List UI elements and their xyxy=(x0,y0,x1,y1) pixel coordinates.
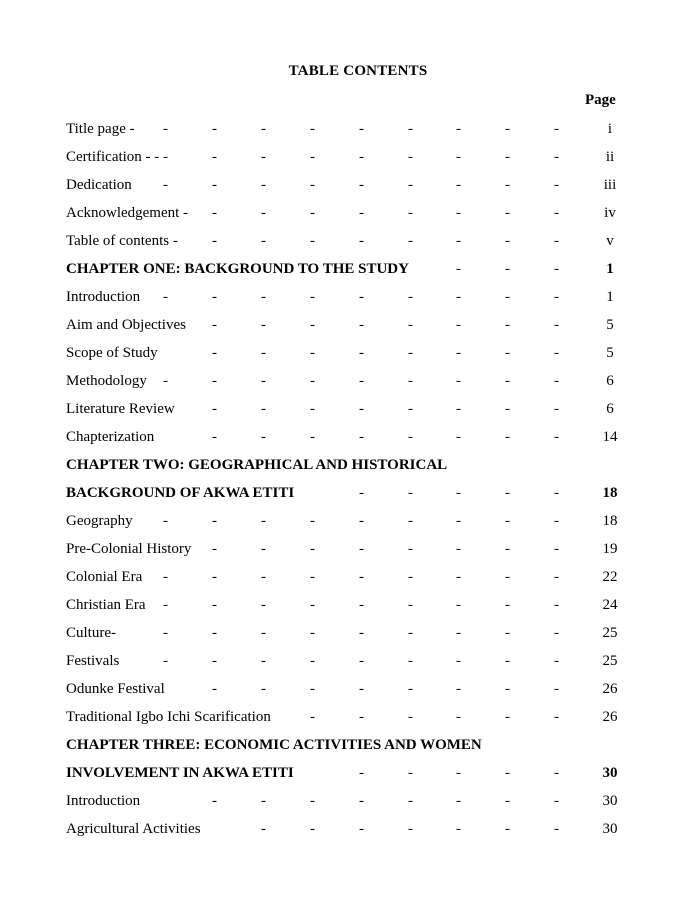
toc-entry xyxy=(66,146,626,168)
toc-entry-label: Title page - xyxy=(66,121,135,137)
dot-leader: - xyxy=(359,373,364,389)
dot-leader: - xyxy=(212,289,217,305)
dot-leader: - xyxy=(408,345,413,361)
dot-leader: - xyxy=(212,345,217,361)
dot-leader: - xyxy=(456,709,461,725)
dot-leader: - xyxy=(359,177,364,193)
toc-entry xyxy=(66,622,626,644)
dot-leader: - xyxy=(310,653,315,669)
dot-leader: - xyxy=(359,317,364,333)
dot-leader: - xyxy=(505,765,510,781)
dot-leader: - xyxy=(505,429,510,445)
dot-leader: - xyxy=(408,429,413,445)
dot-leader: - xyxy=(261,653,266,669)
dot-leader: - xyxy=(212,205,217,221)
dot-leader: - xyxy=(261,681,266,697)
toc-entry xyxy=(66,314,626,336)
dot-leader: - xyxy=(310,541,315,557)
dot-leader: - xyxy=(554,429,559,445)
dot-leader: - xyxy=(456,149,461,165)
toc-entry-page: iii xyxy=(603,177,617,193)
dot-leader: - xyxy=(163,373,168,389)
toc-entry-page: iv xyxy=(604,205,616,221)
dot-leader: - xyxy=(261,205,266,221)
dot-leader: - xyxy=(261,373,266,389)
dot-leader: - xyxy=(505,373,510,389)
toc-entry-page: ii xyxy=(605,149,615,165)
dot-leader: - xyxy=(359,485,364,501)
toc-entry xyxy=(66,482,626,504)
dot-leader: - xyxy=(554,121,559,137)
toc-entry-page: 5 xyxy=(606,345,614,361)
dot-leader: - xyxy=(261,121,266,137)
dot-leader: - xyxy=(505,793,510,809)
dot-leader: - xyxy=(261,625,266,641)
dot-leader: - xyxy=(408,149,413,165)
dot-leader: - xyxy=(261,401,266,417)
dot-leader: - xyxy=(359,681,364,697)
dot-leader: - xyxy=(163,177,168,193)
dot-leader: - xyxy=(554,149,559,165)
dot-leader: - xyxy=(554,681,559,697)
dot-leader: - xyxy=(310,569,315,585)
toc-entry-page: 6 xyxy=(606,401,614,417)
dot-leader: - xyxy=(359,569,364,585)
dot-leader: - xyxy=(359,597,364,613)
dot-leader: - xyxy=(310,821,315,837)
dot-leader: - xyxy=(212,373,217,389)
toc-entry-label: Introduction xyxy=(66,289,141,305)
dot-leader: - xyxy=(408,569,413,585)
toc-entry-label: Acknowledgement - xyxy=(66,205,189,221)
toc-entry-page: 1 xyxy=(606,261,614,277)
dot-leader: - xyxy=(359,821,364,837)
dot-leader: - xyxy=(310,597,315,613)
dot-leader: - xyxy=(456,541,461,557)
dot-leader: - xyxy=(310,289,315,305)
dot-leader: - xyxy=(359,401,364,417)
toc-entry-page: 18 xyxy=(602,513,618,529)
dot-leader: - xyxy=(408,597,413,613)
dot-leader: - xyxy=(212,317,217,333)
dot-leader: - xyxy=(554,821,559,837)
toc-entry-label: Table of contents - xyxy=(66,233,178,249)
toc-entry-label: CHAPTER ONE: BACKGROUND TO THE STUDY xyxy=(66,261,409,277)
dot-leader: - xyxy=(554,345,559,361)
dot-leader: - xyxy=(163,513,168,529)
toc-entry-label: Introduction xyxy=(66,793,141,809)
dot-leader: - xyxy=(505,569,510,585)
dot-leader: - xyxy=(456,653,461,669)
dot-leader: - xyxy=(505,345,510,361)
toc-entry xyxy=(66,762,626,784)
toc-entry-page: 30 xyxy=(602,765,618,781)
dot-leader: - xyxy=(359,793,364,809)
dot-leader: - xyxy=(408,625,413,641)
dot-leader: - xyxy=(310,317,315,333)
toc-entry-label: Dedication xyxy=(66,177,132,193)
toc-entry xyxy=(66,734,626,756)
dot-leader: - xyxy=(212,401,217,417)
dot-leader: - xyxy=(359,765,364,781)
dot-leader: - xyxy=(505,541,510,557)
dot-leader: - xyxy=(554,597,559,613)
dot-leader: - xyxy=(359,625,364,641)
toc-entry xyxy=(66,594,626,616)
toc-entry xyxy=(66,258,626,280)
toc-entry-label: Odunke Festival xyxy=(66,681,165,697)
dot-leader: - xyxy=(310,681,315,697)
dot-leader: - xyxy=(456,401,461,417)
toc-entry xyxy=(66,370,626,392)
dot-leader: - xyxy=(505,149,510,165)
dot-leader: - xyxy=(505,177,510,193)
toc-entry xyxy=(66,678,626,700)
dot-leader: - xyxy=(505,709,510,725)
toc-entry-page: 5 xyxy=(606,317,614,333)
toc-entry-page: 22 xyxy=(602,569,618,585)
dot-leader: - xyxy=(505,625,510,641)
dot-leader: - xyxy=(359,429,364,445)
dot-leader: - xyxy=(310,205,315,221)
toc-entry-page: 26 xyxy=(602,681,618,697)
dot-leader: - xyxy=(456,177,461,193)
dot-leader: - xyxy=(505,597,510,613)
dot-leader: - xyxy=(456,625,461,641)
toc-entry-label: Scope of Study xyxy=(66,345,158,361)
dot-leader: - xyxy=(456,765,461,781)
dot-leader: - xyxy=(261,541,266,557)
toc-entry-label: Methodology xyxy=(66,373,147,389)
dot-leader: - xyxy=(554,793,559,809)
toc-entry-label: Certification - - xyxy=(66,149,160,165)
toc-entry xyxy=(66,286,626,308)
page-column-header: Page xyxy=(585,92,616,108)
toc-entry-page: 14 xyxy=(602,429,618,445)
toc-entry-page: i xyxy=(607,121,613,137)
dot-leader: - xyxy=(212,541,217,557)
dot-leader: - xyxy=(408,289,413,305)
dot-leader: - xyxy=(408,709,413,725)
dot-leader: - xyxy=(408,793,413,809)
dot-leader: - xyxy=(163,569,168,585)
dot-leader: - xyxy=(408,765,413,781)
toc-entry xyxy=(66,566,626,588)
toc-entry xyxy=(66,706,626,728)
dot-leader: - xyxy=(310,149,315,165)
dot-leader: - xyxy=(456,597,461,613)
toc-entry xyxy=(66,342,626,364)
dot-leader: - xyxy=(212,653,217,669)
dot-leader: - xyxy=(408,513,413,529)
toc-entry xyxy=(66,118,626,140)
dot-leader: - xyxy=(408,821,413,837)
toc-entry-page: v xyxy=(606,233,614,249)
dot-leader: - xyxy=(310,709,315,725)
dot-leader: - xyxy=(359,653,364,669)
dot-leader: - xyxy=(359,205,364,221)
dot-leader: - xyxy=(554,625,559,641)
toc-entry xyxy=(66,818,626,840)
toc-entry xyxy=(66,426,626,448)
toc-entry xyxy=(66,454,626,476)
toc-entry-page: 24 xyxy=(602,597,618,613)
dot-leader: - xyxy=(261,793,266,809)
toc-entry-label: Christian Era xyxy=(66,597,146,613)
toc-title: TABLE CONTENTS xyxy=(288,63,428,79)
dot-leader: - xyxy=(359,709,364,725)
dot-leader: - xyxy=(456,485,461,501)
dot-leader: - xyxy=(505,513,510,529)
dot-leader: - xyxy=(408,121,413,137)
dot-leader: - xyxy=(163,289,168,305)
dot-leader: - xyxy=(261,597,266,613)
dot-leader: - xyxy=(261,345,266,361)
dot-leader: - xyxy=(261,233,266,249)
toc-entry-label: Literature Review xyxy=(66,401,175,417)
toc-entry xyxy=(66,790,626,812)
dot-leader: - xyxy=(505,205,510,221)
dot-leader: - xyxy=(408,541,413,557)
dot-leader: - xyxy=(261,429,266,445)
dot-leader: - xyxy=(261,513,266,529)
toc-entry-page: 25 xyxy=(602,653,618,669)
dot-leader: - xyxy=(505,821,510,837)
toc-entry-label: Culture- xyxy=(66,625,116,641)
dot-leader: - xyxy=(408,317,413,333)
dot-leader: - xyxy=(456,345,461,361)
dot-leader: - xyxy=(554,317,559,333)
dot-leader: - xyxy=(408,681,413,697)
dot-leader: - xyxy=(310,345,315,361)
toc-entry-page: 1 xyxy=(606,289,614,305)
toc-entry-page: 30 xyxy=(602,793,618,809)
toc-entry-label: BACKGROUND OF AKWA ETITI xyxy=(66,485,295,501)
dot-leader: - xyxy=(163,653,168,669)
toc-entry-page: 6 xyxy=(606,373,614,389)
dot-leader: - xyxy=(456,513,461,529)
dot-leader: - xyxy=(310,373,315,389)
dot-leader: - xyxy=(359,121,364,137)
dot-leader: - xyxy=(163,625,168,641)
dot-leader: - xyxy=(359,345,364,361)
dot-leader: - xyxy=(212,149,217,165)
toc-entry-label: Traditional Igbo Ichi Scarification xyxy=(66,709,271,725)
toc-entry-label: Agricultural Activities xyxy=(66,821,201,837)
dot-leader: - xyxy=(505,121,510,137)
toc-entry xyxy=(66,510,626,532)
dot-leader: - xyxy=(359,513,364,529)
dot-leader: - xyxy=(212,121,217,137)
dot-leader: - xyxy=(554,709,559,725)
dot-leader: - xyxy=(212,625,217,641)
toc-entry-page: 19 xyxy=(602,541,618,557)
dot-leader: - xyxy=(212,681,217,697)
dot-leader: - xyxy=(505,261,510,277)
dot-leader: - xyxy=(163,597,168,613)
dot-leader: - xyxy=(163,121,168,137)
dot-leader: - xyxy=(408,373,413,389)
dot-leader: - xyxy=(456,205,461,221)
dot-leader: - xyxy=(505,233,510,249)
dot-leader: - xyxy=(456,429,461,445)
toc-entry-label: Chapterization xyxy=(66,429,155,445)
dot-leader: - xyxy=(212,569,217,585)
dot-leader: - xyxy=(212,429,217,445)
dot-leader: - xyxy=(456,793,461,809)
toc-entry-label: Geography xyxy=(66,513,133,529)
dot-leader: - xyxy=(554,485,559,501)
dot-leader: - xyxy=(456,233,461,249)
toc-entry-label: Pre-Colonial History xyxy=(66,541,192,557)
dot-leader: - xyxy=(456,121,461,137)
dot-leader: - xyxy=(554,289,559,305)
toc-entry-label: Aim and Objectives xyxy=(66,317,186,333)
dot-leader: - xyxy=(456,373,461,389)
dot-leader: - xyxy=(310,793,315,809)
dot-leader: - xyxy=(408,177,413,193)
dot-leader: - xyxy=(408,653,413,669)
dot-leader: - xyxy=(261,149,266,165)
dot-leader: - xyxy=(212,177,217,193)
toc-entry-label: CHAPTER TWO: GEOGRAPHICAL AND HISTORICAL xyxy=(66,457,448,473)
toc-entry xyxy=(66,174,626,196)
dot-leader: - xyxy=(554,401,559,417)
toc-entry-label: Festivals xyxy=(66,653,120,669)
dot-leader: - xyxy=(554,373,559,389)
dot-leader: - xyxy=(359,289,364,305)
toc-entry-label: Colonial Era xyxy=(66,569,143,585)
dot-leader: - xyxy=(359,149,364,165)
dot-leader: - xyxy=(456,569,461,585)
dot-leader: - xyxy=(554,541,559,557)
dot-leader: - xyxy=(261,177,266,193)
dot-leader: - xyxy=(310,177,315,193)
toc-entry-label: CHAPTER THREE: ECONOMIC ACTIVITIES AND WOMEN xyxy=(66,737,482,753)
dot-leader: - xyxy=(456,317,461,333)
dot-leader: - xyxy=(505,289,510,305)
dot-leader: - xyxy=(359,233,364,249)
toc-entry-label: INVOLVEMENT IN AKWA ETITI xyxy=(66,765,294,781)
dot-leader: - xyxy=(554,205,559,221)
dot-leader: - xyxy=(212,793,217,809)
dot-leader: - xyxy=(212,233,217,249)
dot-leader: - xyxy=(554,261,559,277)
dot-leader: - xyxy=(310,429,315,445)
dot-leader: - xyxy=(359,541,364,557)
dot-leader: - xyxy=(261,821,266,837)
dot-leader: - xyxy=(505,653,510,669)
dot-leader: - xyxy=(554,233,559,249)
dot-leader: - xyxy=(456,821,461,837)
dot-leader: - xyxy=(310,625,315,641)
dot-leader: - xyxy=(554,653,559,669)
toc-entry xyxy=(66,202,626,224)
dot-leader: - xyxy=(554,569,559,585)
toc-entry xyxy=(66,650,626,672)
dot-leader: - xyxy=(505,681,510,697)
dot-leader: - xyxy=(408,233,413,249)
dot-leader: - xyxy=(505,485,510,501)
toc-entry xyxy=(66,538,626,560)
dot-leader: - xyxy=(310,121,315,137)
dot-leader: - xyxy=(310,401,315,417)
dot-leader: - xyxy=(505,401,510,417)
dot-leader: - xyxy=(456,681,461,697)
toc-entry-page: 26 xyxy=(602,709,618,725)
dot-leader: - xyxy=(310,513,315,529)
dot-leader: - xyxy=(408,401,413,417)
toc-entry-page: 18 xyxy=(602,485,618,501)
toc-entry xyxy=(66,398,626,420)
dot-leader: - xyxy=(505,317,510,333)
dot-leader: - xyxy=(554,765,559,781)
dot-leader: - xyxy=(456,289,461,305)
dot-leader: - xyxy=(408,205,413,221)
dot-leader: - xyxy=(261,317,266,333)
dot-leader: - xyxy=(212,513,217,529)
dot-leader: - xyxy=(310,233,315,249)
dot-leader: - xyxy=(554,513,559,529)
toc-entry-page: 30 xyxy=(602,821,618,837)
dot-leader: - xyxy=(163,149,168,165)
dot-leader: - xyxy=(212,597,217,613)
dot-leader: - xyxy=(261,289,266,305)
toc-entry-page: 25 xyxy=(602,625,618,641)
dot-leader: - xyxy=(456,261,461,277)
dot-leader: - xyxy=(408,485,413,501)
toc-entry xyxy=(66,230,626,252)
dot-leader: - xyxy=(554,177,559,193)
dot-leader: - xyxy=(261,569,266,585)
